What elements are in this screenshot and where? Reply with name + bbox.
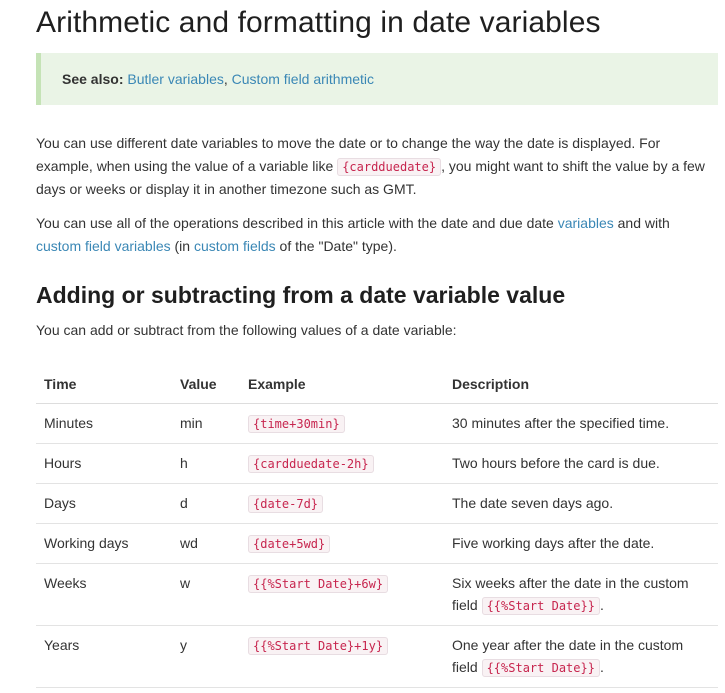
cell-description: Five working days after the date.	[444, 524, 718, 564]
example-code: {date-7d}	[248, 495, 323, 513]
cardduedate-code: {cardduedate}	[337, 158, 441, 176]
header-example: Example	[240, 364, 444, 404]
cell-example	[240, 564, 444, 626]
see-also-label: See also:	[62, 71, 124, 87]
intro-text-1: You can use different date variables to move the date or to change the way the date is displayed. For example, when using the value of a variable like	[36, 135, 661, 174]
cell-example	[240, 404, 444, 444]
table-row	[36, 626, 718, 688]
cell-time: Weeks	[36, 564, 172, 626]
header-description: Description	[444, 364, 718, 404]
cell-value: y	[172, 626, 240, 688]
cell-description: 30 minutes after the specified time.	[444, 404, 718, 444]
cell-description: Two hours before the card is due.	[444, 444, 718, 484]
cell-value: h	[172, 444, 240, 484]
custom-field-variables-link[interactable]: custom field variables	[36, 237, 171, 254]
description-end: .	[599, 659, 604, 675]
usage-text-3: (in	[170, 237, 194, 254]
usage-text-2: and with	[613, 215, 670, 231]
start-date-code: {{%Start Date}}	[482, 597, 600, 615]
table-header-row	[36, 364, 718, 404]
cell-description	[444, 626, 718, 688]
cell-time: Years	[36, 626, 172, 688]
cell-value: min	[172, 404, 240, 444]
usage-text-4: of the "Date" type).	[275, 237, 397, 254]
cell-value: w	[172, 564, 240, 626]
custom-fields-link[interactable]: custom fields	[193, 237, 276, 254]
intro-paragraph	[36, 132, 718, 201]
table-row	[36, 404, 718, 444]
section-heading: Adding or subtracting from a date variable value	[36, 282, 566, 308]
variables-link[interactable]: variables	[557, 215, 614, 231]
usage-paragraph	[36, 212, 718, 257]
cell-example	[240, 524, 444, 564]
header-time: Time	[36, 364, 172, 404]
description-text: Six weeks after the date in the custom field	[452, 575, 689, 613]
description-text: One year after the date in the custom field	[452, 637, 684, 675]
cell-description	[444, 564, 718, 626]
cell-time: Hours	[36, 444, 172, 484]
start-date-code: {{%Start Date}}	[482, 659, 600, 677]
intro-text-2: , you might want to shift the value by a few days or weeks or display it in another timezone such as GMT.	[36, 157, 705, 197]
see-also-callout	[36, 53, 718, 105]
cell-example	[240, 444, 444, 484]
table-row	[36, 484, 718, 524]
date-units-table	[36, 364, 718, 688]
cell-time: Minutes	[36, 404, 172, 444]
example-code: {time+30min}	[248, 415, 345, 433]
description-end: .	[599, 597, 604, 613]
cell-value: d	[172, 484, 240, 524]
cell-example	[240, 626, 444, 688]
example-code: {date+5wd}	[248, 535, 330, 553]
custom-field-arithmetic-link[interactable]: Custom field arithmetic	[231, 71, 375, 87]
table-row	[36, 444, 718, 484]
example-code: {cardduedate-2h}	[248, 455, 374, 473]
usage-text-1: You can use all of the operations described in this article with the date and due date	[36, 215, 558, 231]
cell-value: wd	[172, 524, 240, 564]
table-row	[36, 524, 718, 564]
header-value: Value	[172, 364, 240, 404]
butler-variables-link[interactable]: Butler variables	[127, 71, 224, 87]
see-also-separator: ,	[223, 71, 228, 87]
table-row	[36, 564, 718, 626]
example-code: {{%Start Date}+1y}	[248, 637, 388, 655]
cell-description: The date seven days ago.	[444, 484, 718, 524]
cell-time: Working days	[36, 524, 172, 564]
section-intro: You can add or subtract from the following values of a date variable:	[36, 322, 457, 338]
cell-example	[240, 484, 444, 524]
cell-time: Days	[36, 484, 172, 524]
page-title: Arithmetic and formatting in date variables	[36, 6, 601, 39]
example-code: {{%Start Date}+6w}	[248, 575, 388, 593]
